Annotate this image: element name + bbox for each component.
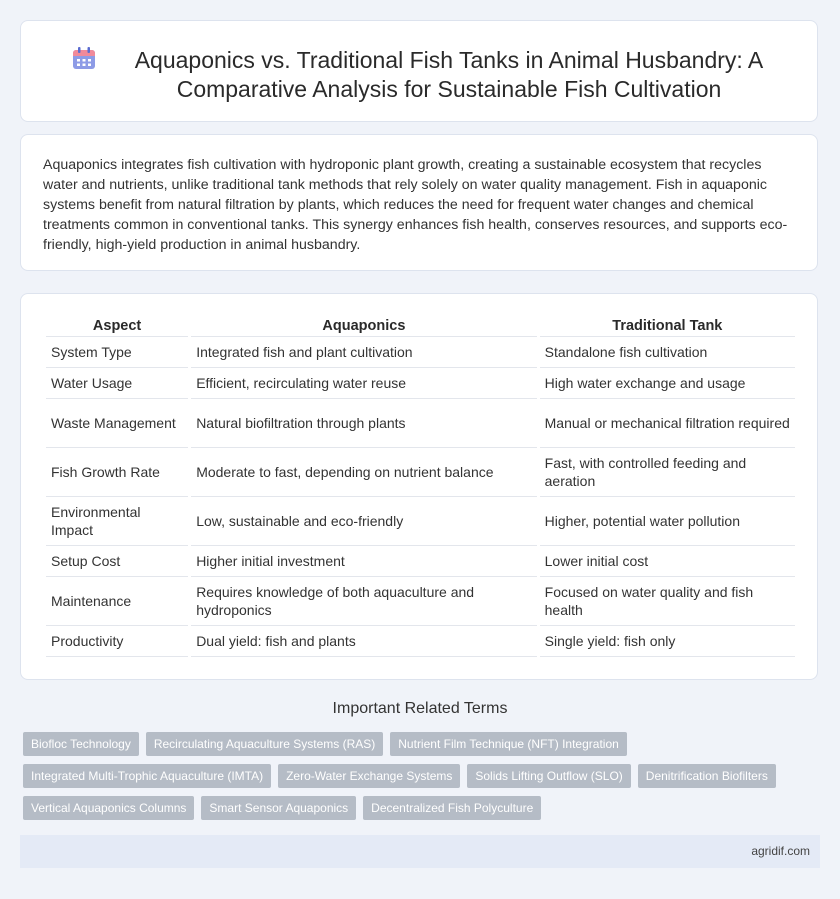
table-row [46, 448, 795, 497]
table-row [46, 399, 795, 448]
header-aspect: Aspect [46, 316, 188, 337]
table-cell: Productivity [46, 626, 188, 657]
related-term-tag[interactable]: Decentralized Fish Polyculture [363, 796, 541, 820]
table-row [46, 368, 795, 399]
related-term-tag[interactable]: Recirculating Aquaculture Systems (RAS) [146, 732, 383, 756]
comparison-table [43, 316, 798, 657]
footer-site-link[interactable]: agridif.com [751, 844, 810, 858]
table-cell: System Type [46, 337, 188, 368]
comparison-table-card [20, 293, 818, 680]
table-cell: Fish Growth Rate [46, 448, 188, 497]
table-cell: Maintenance [46, 577, 188, 626]
related-term-tag[interactable]: Denitrification Biofilters [638, 764, 776, 788]
related-term-tag[interactable]: Integrated Multi-Trophic Aquaculture (IMTA) [23, 764, 271, 788]
related-terms-list [23, 732, 803, 820]
footer [20, 835, 820, 868]
related-term-tag[interactable]: Solids Lifting Outflow (SLO) [467, 764, 630, 788]
table-cell: Higher, potential water pollution [540, 497, 795, 546]
related-term-tag[interactable]: Zero-Water Exchange Systems [278, 764, 460, 788]
table-cell: Natural biofiltration through plants [191, 399, 536, 448]
table-cell: High water exchange and usage [540, 368, 795, 399]
table-cell: Setup Cost [46, 546, 188, 577]
table-row [46, 337, 795, 368]
table-cell: Focused on water quality and fish health [540, 577, 795, 626]
table-cell: Single yield: fish only [540, 626, 795, 657]
table-cell: Efficient, recirculating water reuse [191, 368, 536, 399]
table-cell: Waste Management [46, 399, 188, 448]
table-cell: Environmental Impact [46, 497, 188, 546]
table-cell: Standalone fish cultivation [540, 337, 795, 368]
table-cell: Manual or mechanical filtration required [540, 399, 795, 448]
related-term-tag[interactable]: Biofloc Technology [23, 732, 139, 756]
table-cell: Water Usage [46, 368, 188, 399]
page-title: Aquaponics vs. Traditional Fish Tanks in Animal Husbandry: A Comparative Analysis for Sustainable Fish Cultivation [134, 47, 764, 102]
table-cell: Requires knowledge of both aquaculture and hydroponics [191, 577, 536, 626]
table-cell: Higher initial investment [191, 546, 536, 577]
table-cell: Integrated fish and plant cultivation [191, 337, 536, 368]
table-cell: Dual yield: fish and plants [191, 626, 536, 657]
table-row [46, 577, 795, 626]
intro-card [20, 134, 818, 271]
table-cell: Moderate to fast, depending on nutrient balance [191, 448, 536, 497]
table-cell: Lower initial cost [540, 546, 795, 577]
table-row [46, 497, 795, 546]
related-term-tag[interactable]: Smart Sensor Aquaponics [201, 796, 356, 820]
related-term-tag[interactable]: Vertical Aquaponics Columns [23, 796, 194, 820]
header-traditional-tank: Traditional Tank [540, 316, 795, 337]
related-term-tag[interactable]: Nutrient Film Technique (NFT) Integration [390, 732, 627, 756]
title-card [20, 20, 818, 122]
table-cell: Low, sustainable and eco-friendly [191, 497, 536, 546]
table-header-row [46, 316, 795, 337]
table-row [46, 626, 795, 657]
intro-paragraph: Aquaponics integrates fish cultivation with hydroponic plant growth, creating a sustainable ecosystem that recycles water and nutrients, unlike traditional tank methods that rely solely on water quality management. Fish in aquaponic systems benefit from natural filtration by plants, which reduces the need for frequent water changes and chemical treatments common in conventional tanks. This synergy enhances fish health, conserves resources, and supports eco-friendly, high-yield production in animal husbandry. [43, 157, 788, 253]
table-cell: Fast, with controlled feeding and aeration [540, 448, 795, 497]
header-aquaponics: Aquaponics [191, 316, 536, 337]
calendar-icon [71, 47, 97, 71]
related-terms-heading: Important Related Terms [332, 700, 508, 717]
table-row [46, 546, 795, 577]
